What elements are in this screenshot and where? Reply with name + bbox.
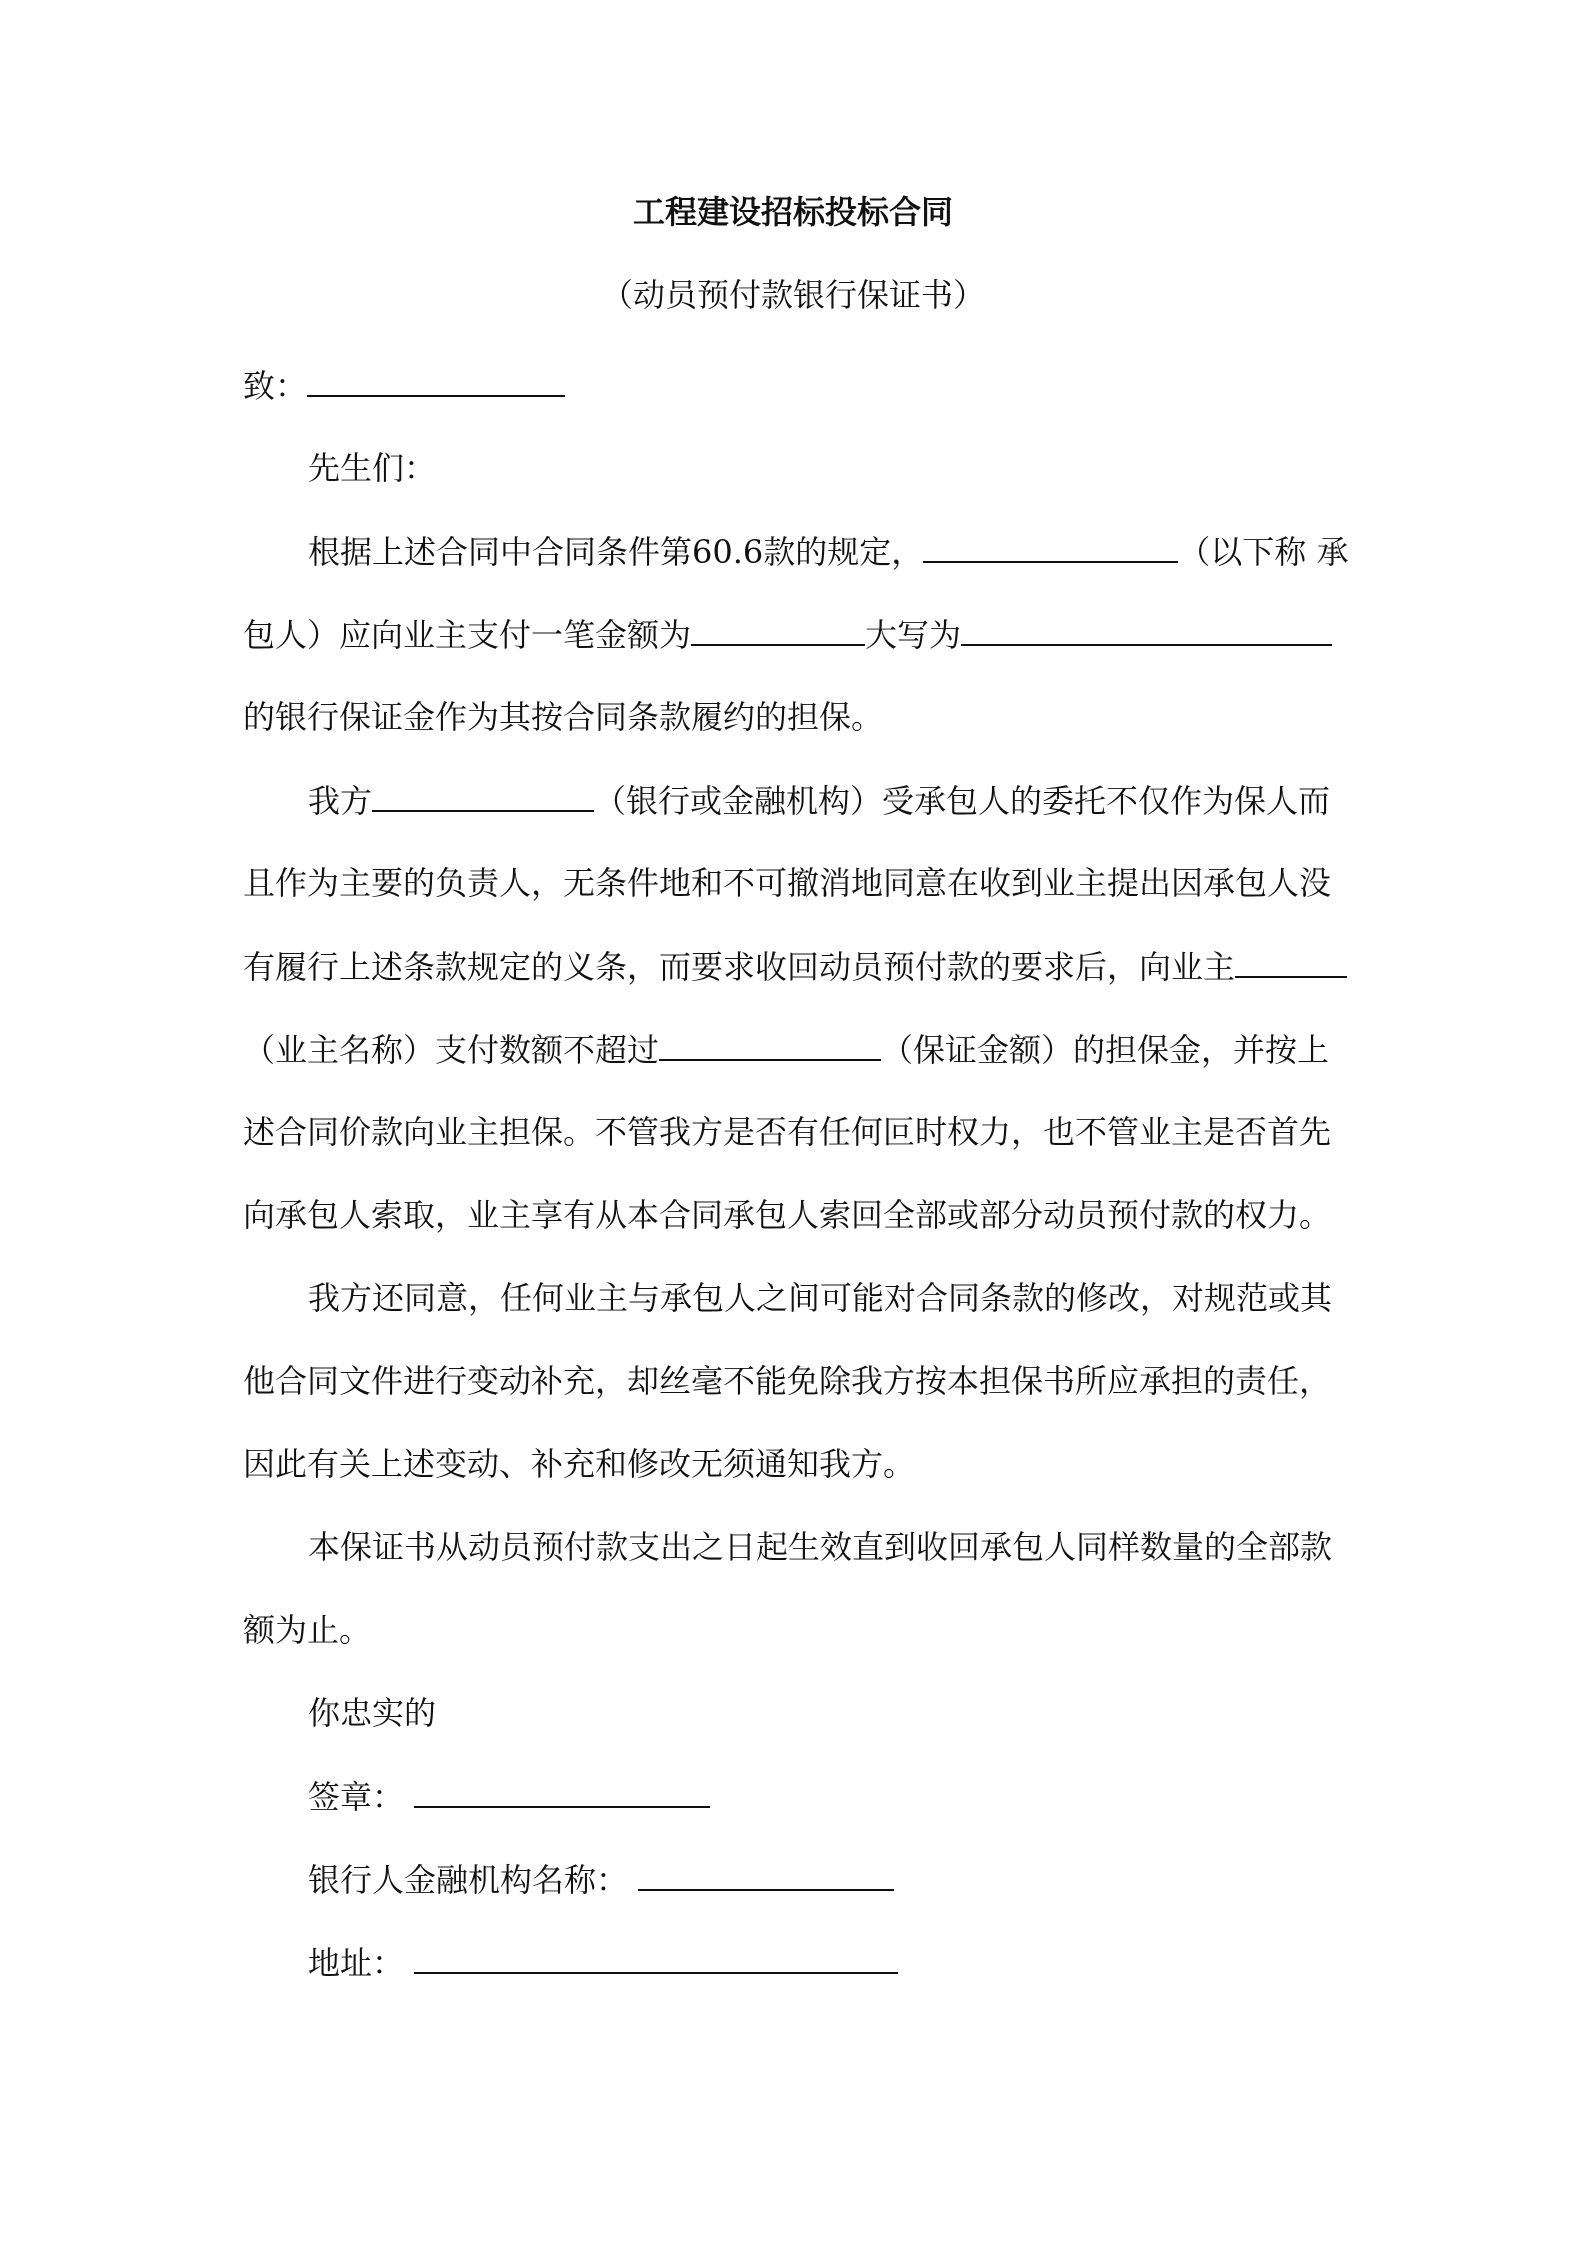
p2-text-5: （业主名称）支付数额不超过: [243, 1031, 660, 1069]
p3-line-2: 他合同文件进行变动补充，却丝毫不能免除我方按本担保书所应承担的责任，: [243, 1362, 1332, 1400]
address-blank[interactable]: [414, 1942, 898, 1974]
p4-line-2: 额为止。: [243, 1611, 372, 1649]
bank-blank[interactable]: [372, 780, 594, 812]
p1-line-2: [243, 614, 1332, 655]
p4-line-1: 本保证书从动员预付款支出之日起生效直到收回承包人同样数量的全部款: [308, 1528, 1333, 1566]
amount-words-blank[interactable]: [961, 614, 1332, 646]
recipient-blank[interactable]: [307, 365, 565, 397]
p2-text-2: （银行或金融机构）受承包人的委托不仅作为保人而: [594, 782, 1331, 820]
p2-text-1: 我方: [308, 782, 373, 820]
p2-text-6: （保证金额）的担保金，并按上: [881, 1031, 1330, 1069]
signature-line: [308, 1776, 710, 1817]
p1-text-2: （以下称 承: [1178, 533, 1349, 571]
closing: 你忠实的: [308, 1694, 437, 1732]
contractor-blank[interactable]: [923, 531, 1178, 563]
p2-line-2: 且作为主要的负责人，无条件地和不可撤消地同意在收到业主提出因承包人没: [243, 864, 1332, 902]
p1-text-3: 包人）应向业主支付一笔金额为: [243, 616, 692, 654]
p1-line-3: 的银行保证金作为其按合同条款履约的担保。: [243, 698, 884, 736]
document-title: 工程建设招标投标合同: [632, 193, 953, 231]
p2-line-1: [308, 780, 1330, 821]
bank-name-label: 银行人金融机构名称：: [308, 1861, 629, 1899]
to-label: 致：: [243, 367, 308, 405]
p2-line-6: 向承包人索取，业主享有从本合同承包人索回全部或部分动员预付款的权力。: [243, 1196, 1332, 1234]
p2-line-5: 述合同价款向业主担保。不管我方是否有任何叵时权力，也不管业主是否首先: [243, 1113, 1332, 1151]
p3-line-3: 因此有关上述变动、补充和修改无须通知我方。: [243, 1445, 916, 1483]
bank-name-line: [308, 1859, 894, 1900]
signature-blank[interactable]: [414, 1776, 710, 1808]
address-label: 地址：: [308, 1944, 405, 1982]
guarantee-amount-blank[interactable]: [659, 1029, 881, 1061]
address-line: [308, 1942, 898, 1983]
bank-name-blank[interactable]: [638, 1859, 894, 1891]
p2-line-4: [243, 1029, 1329, 1070]
to-line: [243, 365, 565, 406]
salutation: 先生们：: [308, 449, 437, 487]
signature-label: 签章：: [308, 1778, 405, 1816]
p1-text-4: 大写为: [865, 616, 962, 654]
p2-text-4: 有履行上述条款规定的义条，而要求收回动员预付款的要求后，向业主: [243, 948, 1236, 986]
owner-blank[interactable]: [1235, 946, 1347, 978]
document-subtitle: （动员预付款银行保证书）: [600, 276, 985, 314]
p1-line-1: [308, 531, 1348, 572]
p3-line-1: 我方还同意，任何业主与承包人之间可能对合同条款的修改，对规范或其: [308, 1279, 1333, 1317]
p1-text-1: 根据上述合同中合同条件第60.6款的规定，: [308, 533, 924, 571]
p2-line-3: [243, 946, 1347, 987]
amount-blank[interactable]: [691, 614, 865, 646]
